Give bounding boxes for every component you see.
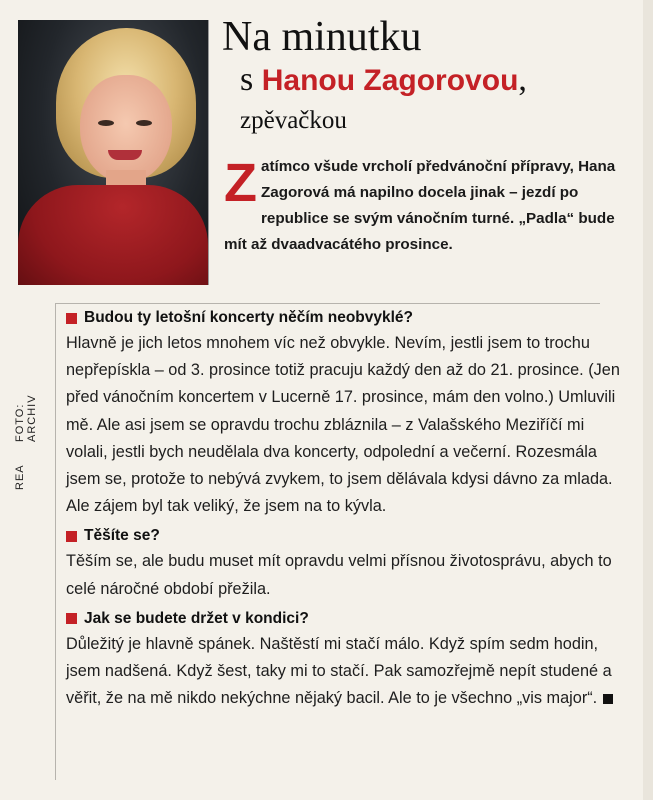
end-of-article-icon: [603, 694, 613, 704]
column-rule: [55, 303, 56, 780]
interviewee-name: Hanou Zagorovou: [261, 64, 519, 97]
dropcap: Z: [224, 153, 257, 213]
headline-prefix: s: [240, 61, 262, 98]
headline-name-line: [240, 58, 527, 103]
headline-comma: ,: [518, 61, 527, 98]
question-1: Budou ty letošní koncerty něčím neobvyklé?: [66, 306, 626, 330]
lead-text: atímco všude vrcholí předvánoční přípravy, Hana Zagorová má napilno docela jinak – jezdí po republice se svým vánočním turné. „Padla“ bude mít až dvaadvacátého prosince.: [224, 158, 616, 253]
lead-paragraph: [224, 154, 624, 258]
headline: Na minutku: [222, 14, 422, 60]
answer-3: Důležitý je hlavně spánek. Naštěstí mi stačí málo. Když spím sedm hodin, jsem nadšená. Když šest, taky mi to stačí. Pak samozřejmě nepít studené a věřit, že na mě nikdo nekýchne nějaký bacil. Ale to je všechno „vis major“.: [66, 634, 612, 708]
bullet-square-icon: [66, 313, 77, 324]
interview-body: [66, 306, 626, 716]
photo-credit: [14, 365, 38, 490]
page-edge: [643, 0, 653, 800]
answer-2: Těším se, ale budu muset mít opravdu velmi přísnou životosprávu, abych to celé náročné období přežila.: [66, 552, 612, 598]
section-divider: [55, 303, 600, 304]
bullet-square-icon: [66, 531, 77, 542]
credit-photo: FOTO: ARCHIV: [14, 394, 38, 443]
question-2: Těšíte se?: [66, 524, 626, 548]
answer-1: Hlavně je jich letos mnohem víc než obvykle. Nevím, jestli jsem to trochu nepřepískla – od 3. prosince totiž pracuju každý den až do 21. prosince. (Jen před vánočním koncertem v Lucerně 17. prosince, mám den volno.) Umluvili mě. Ale asi jsem se opravdu trochu zbláznila – z Valašského Meziříčí mi volali, jestli bych neudělala dva koncerty, odpolední a večerní. Rozesmála jsem se, protože to nebývá zvykem, to jsem dělávala kdysi dávno za mlada. Ale zájem byl tak veliký, že jsem na to kývla.: [66, 334, 620, 516]
credit-agency: REA: [14, 464, 26, 490]
portrait-photo: [18, 20, 209, 285]
subtitle: zpěvačkou: [240, 107, 347, 134]
question-3: Jak se budete držet v kondici?: [66, 607, 626, 631]
bullet-square-icon: [66, 613, 77, 624]
